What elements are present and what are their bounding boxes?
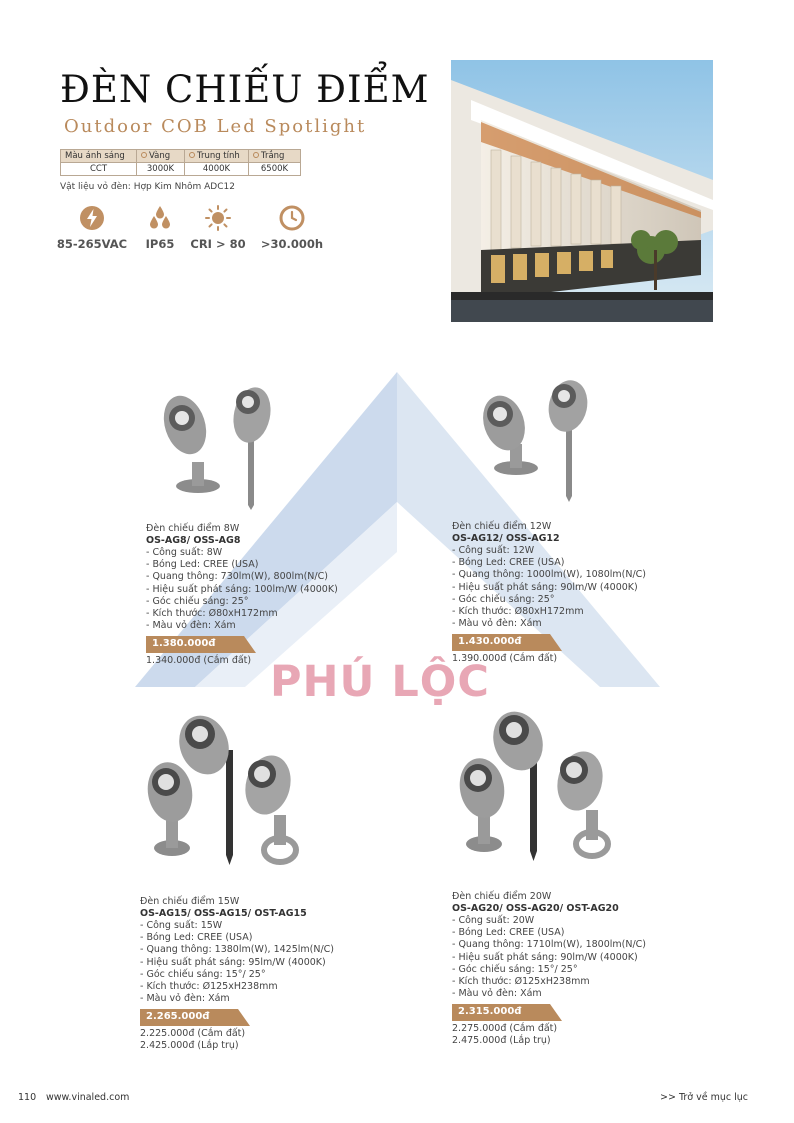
product-spec-list <box>146 547 396 632</box>
product-model: OS-AG20/ OSS-AG20/ OST-AG20 <box>452 903 619 914</box>
cct-value-warm: 3000K <box>137 163 185 176</box>
product-spec-list <box>452 915 702 1000</box>
spec-item: - Bóng Led: CREE (USA) <box>452 927 702 939</box>
price-value: 2.265.000đ <box>146 1011 210 1023</box>
lightning-icon <box>79 205 105 231</box>
color-row <box>61 150 301 163</box>
spec-cri: CRI > 80 <box>173 205 263 251</box>
back-to-contents-link[interactable]: >> Trở về mục lục <box>660 1092 748 1103</box>
spec-item: - Góc chiếu sáng: 25° <box>452 594 702 606</box>
water-drops-icon <box>147 205 173 231</box>
spec-lifetime: >30.000h <box>247 205 337 251</box>
spec-item: - Hiệu suất phát sáng: 90lm/W (4000K) <box>452 582 702 594</box>
product-image-12w <box>478 378 603 503</box>
product-spec-list <box>140 920 390 1005</box>
product-image-8w <box>160 380 285 510</box>
spec-item: - Kích thước: Ø125xH238mm <box>452 976 702 988</box>
price-value: 1.430.000đ <box>458 636 522 648</box>
spec-item: - Hiệu suất phát sáng: 90lm/W (4000K) <box>452 952 702 964</box>
spec-item: - Công suất: 20W <box>452 915 702 927</box>
building-photo <box>451 60 713 322</box>
spec-ip-rating: IP65 <box>115 205 205 251</box>
spec-item: - Màu vỏ đèn: Xám <box>146 620 396 632</box>
alt-price: 1.340.000đ (Cắm đất) <box>146 655 252 667</box>
page-subtitle: Outdoor COB Led Spotlight <box>64 116 367 137</box>
spec-item: - Góc chiếu sáng: 25° <box>146 596 396 608</box>
spec-voltage: 85-265VAC <box>47 205 137 251</box>
spec-item: - Quang thông: 1000lm(W), 1080lm(N/C) <box>452 569 702 581</box>
circle-icon <box>189 152 195 158</box>
product-name: Đèn chiếu điểm 20W <box>452 891 552 902</box>
material-note: Vật liệu vỏ đèn: Hợp Kim Nhôm ADC12 <box>60 182 235 192</box>
product-model: OS-AG8/ OSS-AG8 <box>146 535 241 546</box>
product-model: OS-AG15/ OSS-AG15/ OST-AG15 <box>140 908 307 919</box>
product-image-15w <box>140 710 320 870</box>
spec-item: - Bóng Led: CREE (USA) <box>140 932 390 944</box>
sun-icon <box>205 205 231 231</box>
alt-price: 2.225.000đ (Cắm đất) <box>140 1028 246 1040</box>
spec-item: - Bóng Led: CREE (USA) <box>146 559 396 571</box>
spec-item: - Công suất: 8W <box>146 547 396 559</box>
alt-price: 2.475.000đ (Lắp trụ) <box>452 1035 551 1047</box>
watermark-text: PHÚ LỘC <box>270 657 490 707</box>
spec-item: - Kích thước: Ø80xH172mm <box>146 608 396 620</box>
page-title: ĐÈN CHIẾU ĐIỂM <box>60 68 430 111</box>
alt-price: 2.275.000đ (Cắm đất) <box>452 1023 558 1035</box>
website-link[interactable]: www.vinaled.com <box>46 1092 130 1103</box>
spec-item: - Hiệu suất phát sáng: 100lm/W (4000K) <box>146 584 396 596</box>
circle-icon <box>141 152 147 158</box>
spec-item: - Góc chiếu sáng: 15°/ 25° <box>140 969 390 981</box>
price-tag <box>140 1009 250 1026</box>
alt-price: 2.425.000đ (Lắp trụ) <box>140 1040 239 1052</box>
color-row-label: Màu ánh sáng <box>61 150 137 163</box>
cct-value-neutral: 4000K <box>185 163 249 176</box>
color-temperature-table <box>60 149 301 176</box>
spec-item: - Quang thông: 1710lm(W), 1800lm(N/C) <box>452 939 702 951</box>
product-block-15w <box>140 896 390 1052</box>
spec-item: - Màu vỏ đèn: Xám <box>452 618 702 630</box>
spec-item: - Hiệu suất phát sáng: 95lm/W (4000K) <box>140 957 390 969</box>
spec-item: - Màu vỏ đèn: Xám <box>452 988 702 1000</box>
product-block-20w <box>452 891 702 1047</box>
product-block-12w <box>452 521 702 665</box>
product-name: Đèn chiếu điểm 15W <box>140 896 240 907</box>
product-name: Đèn chiếu điểm 12W <box>452 521 552 532</box>
spec-item: - Quang thông: 1380lm(W), 1425lm(N/C) <box>140 944 390 956</box>
product-image-20w <box>452 706 632 866</box>
product-spec-list <box>452 545 702 630</box>
product-name: Đèn chiếu điểm 8W <box>146 523 240 534</box>
color-option-neutral: Trung tính <box>185 150 249 163</box>
cct-row-label: CCT <box>61 163 137 176</box>
cct-row <box>61 163 301 176</box>
clock-icon <box>279 205 305 231</box>
cct-value-white: 6500K <box>249 163 301 176</box>
spec-item: - Quang thông: 730lm(W), 800lm(N/C) <box>146 571 396 583</box>
circle-icon <box>253 152 259 158</box>
price-tag <box>452 634 562 651</box>
spec-item: - Kích thước: Ø80xH172mm <box>452 606 702 618</box>
spec-item: - Bóng Led: CREE (USA) <box>452 557 702 569</box>
price-tag <box>146 636 256 653</box>
alt-price: 1.390.000đ (Cắm đất) <box>452 653 558 665</box>
price-value: 2.315.000đ <box>458 1006 522 1018</box>
color-option-warm: Vàng <box>137 150 185 163</box>
spec-item: - Kích thước: Ø125xH238mm <box>140 981 390 993</box>
spec-item: - Công suất: 15W <box>140 920 390 932</box>
spec-item: - Góc chiếu sáng: 15°/ 25° <box>452 964 702 976</box>
color-option-white: Trắng <box>249 150 301 163</box>
page-number: 110 <box>18 1092 37 1103</box>
price-value: 1.380.000đ <box>152 638 216 650</box>
price-tag <box>452 1004 562 1021</box>
product-block-8w <box>146 523 396 667</box>
spec-item: - Màu vỏ đèn: Xám <box>140 993 390 1005</box>
product-model: OS-AG12/ OSS-AG12 <box>452 533 560 544</box>
spec-item: - Công suất: 12W <box>452 545 702 557</box>
